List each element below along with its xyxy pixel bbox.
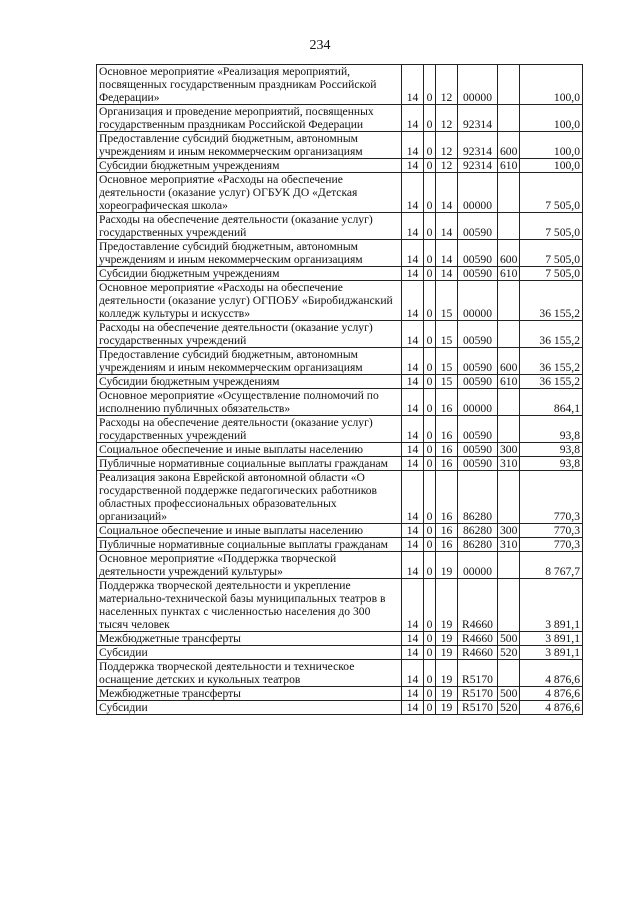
row-amount: 3 891,1 bbox=[520, 632, 583, 646]
row-item-code: 00590 bbox=[458, 375, 498, 389]
row-program-code: 12 bbox=[436, 105, 458, 132]
row-item-code: 92314 bbox=[458, 105, 498, 132]
row-amount: 4 876,6 bbox=[520, 660, 583, 687]
row-expense-kind: 520 bbox=[498, 646, 520, 660]
row-subsection-code: 0 bbox=[424, 457, 436, 471]
row-program-code: 19 bbox=[436, 579, 458, 632]
row-section-code: 14 bbox=[402, 375, 424, 389]
row-expense-kind: 300 bbox=[498, 524, 520, 538]
table-row bbox=[97, 701, 583, 715]
row-program-code: 14 bbox=[436, 267, 458, 281]
row-item-code: 00590 bbox=[458, 240, 498, 267]
row-subsection-code: 0 bbox=[424, 105, 436, 132]
row-name: Межбюджетные трансферты bbox=[97, 687, 402, 701]
row-program-code: 19 bbox=[436, 660, 458, 687]
row-subsection-code: 0 bbox=[424, 524, 436, 538]
row-amount: 36 155,2 bbox=[520, 348, 583, 375]
table-row bbox=[97, 321, 583, 348]
row-expense-kind bbox=[498, 660, 520, 687]
row-amount: 100,0 bbox=[520, 159, 583, 173]
row-amount: 3 891,1 bbox=[520, 646, 583, 660]
row-amount: 770,3 bbox=[520, 471, 583, 524]
row-subsection-code: 0 bbox=[424, 348, 436, 375]
row-name: Основное мероприятие «Осуществление полномочий по исполнению публичных обязательств» bbox=[97, 389, 402, 416]
row-subsection-code: 0 bbox=[424, 173, 436, 213]
row-expense-kind: 500 bbox=[498, 632, 520, 646]
row-name: Социальное обеспечение и иные выплаты населению bbox=[97, 443, 402, 457]
row-item-code: 86280 bbox=[458, 524, 498, 538]
row-item-code: 92314 bbox=[458, 159, 498, 173]
row-amount: 100,0 bbox=[520, 65, 583, 105]
table-row bbox=[97, 457, 583, 471]
table-row bbox=[97, 105, 583, 132]
table-row bbox=[97, 646, 583, 660]
table-row bbox=[97, 281, 583, 321]
row-section-code: 14 bbox=[402, 524, 424, 538]
row-subsection-code: 0 bbox=[424, 632, 436, 646]
page-number: 234 bbox=[309, 38, 331, 53]
row-expense-kind bbox=[498, 213, 520, 240]
row-section-code: 14 bbox=[402, 132, 424, 159]
row-amount: 4 876,6 bbox=[520, 701, 583, 715]
row-expense-kind: 610 bbox=[498, 375, 520, 389]
row-subsection-code: 0 bbox=[424, 240, 436, 267]
row-amount: 93,8 bbox=[520, 443, 583, 457]
row-subsection-code: 0 bbox=[424, 65, 436, 105]
row-program-code: 12 bbox=[436, 132, 458, 159]
row-amount: 770,3 bbox=[520, 524, 583, 538]
row-name: Основное мероприятие «Поддержка творческой деятельности учреждений культуры» bbox=[97, 552, 402, 579]
row-expense-kind bbox=[498, 281, 520, 321]
table-row bbox=[97, 538, 583, 552]
row-section-code: 14 bbox=[402, 457, 424, 471]
row-section-code: 14 bbox=[402, 159, 424, 173]
row-item-code: 00590 bbox=[458, 321, 498, 348]
row-subsection-code: 0 bbox=[424, 416, 436, 443]
budget-table bbox=[96, 64, 583, 715]
row-section-code: 14 bbox=[402, 267, 424, 281]
row-subsection-code: 0 bbox=[424, 660, 436, 687]
row-item-code: R5170 bbox=[458, 701, 498, 715]
row-expense-kind bbox=[498, 579, 520, 632]
row-name: Расходы на обеспечение деятельности (оказание услуг) государственных учреждений bbox=[97, 213, 402, 240]
row-section-code: 14 bbox=[402, 579, 424, 632]
row-item-code: 00000 bbox=[458, 552, 498, 579]
row-item-code: 00590 bbox=[458, 457, 498, 471]
row-expense-kind: 600 bbox=[498, 132, 520, 159]
row-program-code: 19 bbox=[436, 646, 458, 660]
table-row bbox=[97, 267, 583, 281]
row-program-code: 19 bbox=[436, 552, 458, 579]
table-row bbox=[97, 375, 583, 389]
row-item-code: R4660 bbox=[458, 579, 498, 632]
table-row bbox=[97, 471, 583, 524]
row-item-code: 92314 bbox=[458, 132, 498, 159]
row-section-code: 14 bbox=[402, 687, 424, 701]
row-expense-kind bbox=[498, 552, 520, 579]
row-section-code: 14 bbox=[402, 389, 424, 416]
row-section-code: 14 bbox=[402, 173, 424, 213]
table-row bbox=[97, 660, 583, 687]
row-item-code: 00590 bbox=[458, 348, 498, 375]
table-row bbox=[97, 524, 583, 538]
row-subsection-code: 0 bbox=[424, 213, 436, 240]
budget-table-body bbox=[97, 65, 583, 715]
row-section-code: 14 bbox=[402, 538, 424, 552]
row-expense-kind bbox=[498, 65, 520, 105]
row-section-code: 14 bbox=[402, 552, 424, 579]
row-amount: 36 155,2 bbox=[520, 281, 583, 321]
table-row bbox=[97, 159, 583, 173]
table-row bbox=[97, 416, 583, 443]
row-program-code: 16 bbox=[436, 457, 458, 471]
row-name: Предоставление субсидий бюджетным, автономным учреждениям и иным некоммерческим организациям bbox=[97, 132, 402, 159]
row-program-code: 15 bbox=[436, 348, 458, 375]
table-row bbox=[97, 389, 583, 416]
row-expense-kind: 500 bbox=[498, 687, 520, 701]
row-program-code: 14 bbox=[436, 173, 458, 213]
table-row bbox=[97, 443, 583, 457]
row-expense-kind: 310 bbox=[498, 457, 520, 471]
row-name: Расходы на обеспечение деятельности (оказание услуг) государственных учреждений bbox=[97, 321, 402, 348]
row-name: Публичные нормативные социальные выплаты гражданам bbox=[97, 457, 402, 471]
row-name: Поддержка творческой деятельности и техническое оснащение детских и кукольных театров bbox=[97, 660, 402, 687]
row-subsection-code: 0 bbox=[424, 646, 436, 660]
row-section-code: 14 bbox=[402, 321, 424, 348]
row-expense-kind bbox=[498, 105, 520, 132]
row-program-code: 15 bbox=[436, 321, 458, 348]
table-row bbox=[97, 552, 583, 579]
row-item-code: 86280 bbox=[458, 471, 498, 524]
row-item-code: R4660 bbox=[458, 646, 498, 660]
row-amount: 7 505,0 bbox=[520, 240, 583, 267]
row-amount: 100,0 bbox=[520, 132, 583, 159]
row-subsection-code: 0 bbox=[424, 471, 436, 524]
row-name: Предоставление субсидий бюджетным, автономным учреждениям и иным некоммерческим организациям bbox=[97, 348, 402, 375]
row-section-code: 14 bbox=[402, 632, 424, 646]
row-section-code: 14 bbox=[402, 65, 424, 105]
row-section-code: 14 bbox=[402, 213, 424, 240]
row-item-code: 00590 bbox=[458, 213, 498, 240]
row-name: Основное мероприятие «Расходы на обеспечение деятельности (оказание услуг) ОГБУК ДО «Детская хореографическая школа» bbox=[97, 173, 402, 213]
row-expense-kind: 610 bbox=[498, 159, 520, 173]
row-section-code: 14 bbox=[402, 105, 424, 132]
row-name: Основное мероприятие «Реализация мероприятий, посвященных государственным праздникам Российской Федерации» bbox=[97, 65, 402, 105]
row-name: Основное мероприятие «Расходы на обеспечение деятельности (оказание услуг) ОГПОБУ «Биробиджанский колледж культуры и искусств» bbox=[97, 281, 402, 321]
row-program-code: 16 bbox=[436, 416, 458, 443]
table-row bbox=[97, 132, 583, 159]
row-program-code: 16 bbox=[436, 443, 458, 457]
row-item-code: R5170 bbox=[458, 687, 498, 701]
row-name: Поддержка творческой деятельности и укрепление материально-технической базы муниципальных театров в населенных пунктах с численностью населения до 300 тысяч человек bbox=[97, 579, 402, 632]
row-name: Субсидии bbox=[97, 646, 402, 660]
row-expense-kind: 600 bbox=[498, 240, 520, 267]
row-expense-kind: 310 bbox=[498, 538, 520, 552]
row-section-code: 14 bbox=[402, 240, 424, 267]
row-subsection-code: 0 bbox=[424, 687, 436, 701]
table-row bbox=[97, 579, 583, 632]
row-item-code: R5170 bbox=[458, 660, 498, 687]
row-name: Субсидии bbox=[97, 701, 402, 715]
row-name: Субсидии бюджетным учреждениям bbox=[97, 375, 402, 389]
row-name: Реализация закона Еврейской автономной области «О государственной поддержке педагогических работников областных профессиональных образовательных организаций» bbox=[97, 471, 402, 524]
row-subsection-code: 0 bbox=[424, 443, 436, 457]
row-item-code: 00000 bbox=[458, 65, 498, 105]
row-amount: 7 505,0 bbox=[520, 213, 583, 240]
row-section-code: 14 bbox=[402, 281, 424, 321]
row-name: Публичные нормативные социальные выплаты гражданам bbox=[97, 538, 402, 552]
row-amount: 7 505,0 bbox=[520, 173, 583, 213]
row-name: Субсидии бюджетным учреждениям bbox=[97, 159, 402, 173]
row-amount: 93,8 bbox=[520, 416, 583, 443]
row-subsection-code: 0 bbox=[424, 375, 436, 389]
row-amount: 3 891,1 bbox=[520, 579, 583, 632]
row-program-code: 15 bbox=[436, 375, 458, 389]
row-program-code: 14 bbox=[436, 213, 458, 240]
row-expense-kind bbox=[498, 416, 520, 443]
row-expense-kind: 520 bbox=[498, 701, 520, 715]
row-item-code: 00590 bbox=[458, 443, 498, 457]
table-row bbox=[97, 213, 583, 240]
table-row bbox=[97, 65, 583, 105]
row-expense-kind bbox=[498, 173, 520, 213]
row-amount: 36 155,2 bbox=[520, 375, 583, 389]
table-row bbox=[97, 240, 583, 267]
row-subsection-code: 0 bbox=[424, 321, 436, 348]
row-name: Предоставление субсидий бюджетным, автономным учреждениям и иным некоммерческим организациям bbox=[97, 240, 402, 267]
row-item-code: 00000 bbox=[458, 389, 498, 416]
row-amount: 36 155,2 bbox=[520, 321, 583, 348]
row-item-code: 00590 bbox=[458, 416, 498, 443]
table-row bbox=[97, 687, 583, 701]
row-expense-kind bbox=[498, 471, 520, 524]
row-expense-kind: 600 bbox=[498, 348, 520, 375]
row-section-code: 14 bbox=[402, 348, 424, 375]
row-subsection-code: 0 bbox=[424, 389, 436, 416]
row-subsection-code: 0 bbox=[424, 538, 436, 552]
row-amount: 4 876,6 bbox=[520, 687, 583, 701]
row-expense-kind: 610 bbox=[498, 267, 520, 281]
row-name: Социальное обеспечение и иные выплаты населению bbox=[97, 524, 402, 538]
row-section-code: 14 bbox=[402, 416, 424, 443]
row-subsection-code: 0 bbox=[424, 267, 436, 281]
row-section-code: 14 bbox=[402, 646, 424, 660]
row-subsection-code: 0 bbox=[424, 552, 436, 579]
row-section-code: 14 bbox=[402, 701, 424, 715]
row-item-code: 86280 bbox=[458, 538, 498, 552]
row-program-code: 12 bbox=[436, 65, 458, 105]
row-item-code: 00000 bbox=[458, 173, 498, 213]
row-section-code: 14 bbox=[402, 471, 424, 524]
row-program-code: 16 bbox=[436, 538, 458, 552]
row-program-code: 19 bbox=[436, 687, 458, 701]
row-program-code: 14 bbox=[436, 240, 458, 267]
row-name: Расходы на обеспечение деятельности (оказание услуг) государственных учреждений bbox=[97, 416, 402, 443]
row-name: Субсидии бюджетным учреждениям bbox=[97, 267, 402, 281]
table-row bbox=[97, 173, 583, 213]
row-amount: 8 767,7 bbox=[520, 552, 583, 579]
row-section-code: 14 bbox=[402, 443, 424, 457]
row-program-code: 15 bbox=[436, 281, 458, 321]
row-subsection-code: 0 bbox=[424, 701, 436, 715]
row-program-code: 16 bbox=[436, 389, 458, 416]
row-subsection-code: 0 bbox=[424, 579, 436, 632]
row-expense-kind: 300 bbox=[498, 443, 520, 457]
row-program-code: 12 bbox=[436, 159, 458, 173]
row-program-code: 16 bbox=[436, 471, 458, 524]
row-program-code: 16 bbox=[436, 524, 458, 538]
row-name: Организация и проведение мероприятий, посвященных государственным праздникам Российской Федерации bbox=[97, 105, 402, 132]
row-expense-kind bbox=[498, 321, 520, 348]
row-expense-kind bbox=[498, 389, 520, 416]
row-subsection-code: 0 bbox=[424, 159, 436, 173]
row-amount: 770,3 bbox=[520, 538, 583, 552]
row-amount: 100,0 bbox=[520, 105, 583, 132]
row-amount: 864,1 bbox=[520, 389, 583, 416]
row-subsection-code: 0 bbox=[424, 281, 436, 321]
row-amount: 7 505,0 bbox=[520, 267, 583, 281]
row-item-code: 00000 bbox=[458, 281, 498, 321]
row-name: Межбюджетные трансферты bbox=[97, 632, 402, 646]
row-subsection-code: 0 bbox=[424, 132, 436, 159]
row-item-code: 00590 bbox=[458, 267, 498, 281]
row-section-code: 14 bbox=[402, 660, 424, 687]
row-program-code: 19 bbox=[436, 632, 458, 646]
row-program-code: 19 bbox=[436, 701, 458, 715]
table-row bbox=[97, 348, 583, 375]
table-row bbox=[97, 632, 583, 646]
row-amount: 93,8 bbox=[520, 457, 583, 471]
row-item-code: R4660 bbox=[458, 632, 498, 646]
